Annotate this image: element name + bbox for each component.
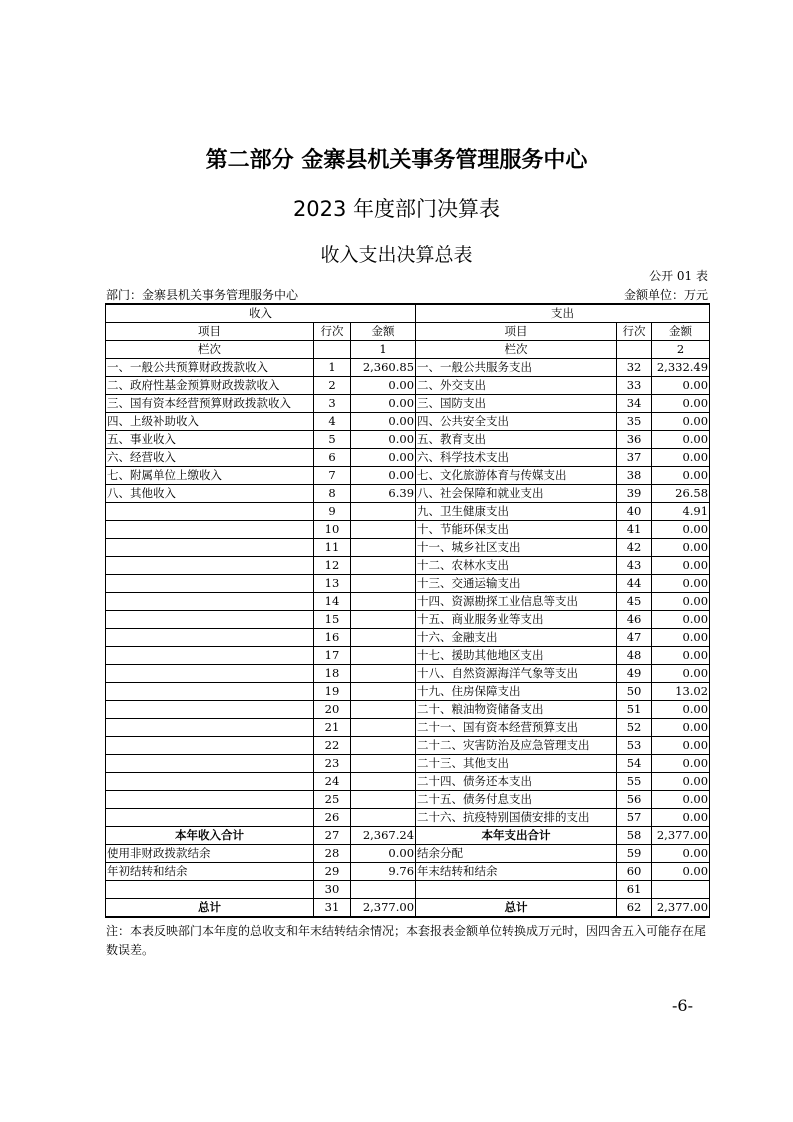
income-item-cell xyxy=(106,881,314,899)
income-item-cell xyxy=(106,773,314,791)
document-subtitle: 2023 年度部门决算表 xyxy=(292,197,501,221)
table-row xyxy=(106,485,710,503)
expense-row-number-cell: 48 xyxy=(617,647,652,665)
income-row-number-cell: 7 xyxy=(314,467,351,485)
income-amount-cell xyxy=(351,503,416,521)
income-amount-cell: 2,377.00 xyxy=(351,899,416,918)
expense-amount-cell xyxy=(652,881,710,899)
table-row xyxy=(106,467,710,485)
expense-row-number-cell: 40 xyxy=(617,503,652,521)
income-amount-cell xyxy=(351,647,416,665)
expense-row-number-cell: 49 xyxy=(617,665,652,683)
lanci-label-income: 栏次 xyxy=(106,341,314,359)
expense-row-number-cell: 61 xyxy=(617,881,652,899)
income-item-cell xyxy=(106,809,314,827)
income-row-number-cell: 16 xyxy=(314,629,351,647)
income-item-cell xyxy=(106,665,314,683)
expense-item-cell: 六、科学技术支出 xyxy=(416,449,617,467)
income-item-cell xyxy=(106,503,314,521)
income-item-cell xyxy=(106,647,314,665)
expense-row-number-cell: 44 xyxy=(617,575,652,593)
expense-row-number-cell: 50 xyxy=(617,683,652,701)
income-item-cell: 六、经营收入 xyxy=(106,449,314,467)
expense-amount-cell: 0.00 xyxy=(652,539,710,557)
expense-amount-cell: 13.02 xyxy=(652,683,710,701)
page-number: -6- xyxy=(672,996,693,1015)
expense-row-number-cell: 46 xyxy=(617,611,652,629)
table-row xyxy=(106,809,710,827)
income-row-number-cell: 29 xyxy=(314,863,351,881)
income-row-number-cell: 9 xyxy=(314,503,351,521)
unit-label: 金额单位：万元 xyxy=(623,288,708,302)
income-row-number-cell: 31 xyxy=(314,899,351,918)
income-item-cell: 五、事业收入 xyxy=(106,431,314,449)
expense-row-number-cell: 32 xyxy=(617,359,652,377)
income-row-number-cell: 8 xyxy=(314,485,351,503)
expense-item-cell: 十一、城乡社区支出 xyxy=(416,539,617,557)
table-row xyxy=(106,863,710,881)
expense-row-number-cell: 35 xyxy=(617,413,652,431)
col-header-expense-row: 行次 xyxy=(617,323,652,341)
expense-amount-cell: 0.00 xyxy=(652,863,710,881)
expense-row-number-cell: 52 xyxy=(617,719,652,737)
income-amount-cell xyxy=(351,773,416,791)
expense-row-number-cell: 33 xyxy=(617,377,652,395)
expense-row-number-cell: 56 xyxy=(617,791,652,809)
expense-item-cell: 五、教育支出 xyxy=(416,431,617,449)
expense-item-cell: 二、外交支出 xyxy=(416,377,617,395)
income-item-cell: 七、附属单位上缴收入 xyxy=(106,467,314,485)
expense-row-number-cell: 59 xyxy=(617,845,652,863)
income-amount-cell xyxy=(351,521,416,539)
income-item-cell: 总计 xyxy=(106,899,314,918)
income-item-cell: 三、国有资本经营预算财政拨款收入 xyxy=(106,395,314,413)
document-title: 第二部分 金寨县机关事务管理服务中心 xyxy=(205,148,588,173)
income-item-cell xyxy=(106,593,314,611)
expense-amount-cell: 0.00 xyxy=(652,611,710,629)
income-amount-cell xyxy=(351,629,416,647)
income-item-cell xyxy=(106,629,314,647)
expense-item-cell: 结余分配 xyxy=(416,845,617,863)
table-lanci-row xyxy=(106,341,710,359)
col-header-expense-item: 项目 xyxy=(416,323,617,341)
expense-row-number-cell: 34 xyxy=(617,395,652,413)
table-row xyxy=(106,737,710,755)
income-amount-cell xyxy=(351,719,416,737)
expense-row-number-cell: 62 xyxy=(617,899,652,918)
income-row-number-cell: 27 xyxy=(314,827,351,845)
table-row xyxy=(106,449,710,467)
income-row-number-cell: 6 xyxy=(314,449,351,467)
income-row-number-cell: 12 xyxy=(314,557,351,575)
expense-amount-cell: 0.00 xyxy=(652,719,710,737)
total-row xyxy=(106,899,710,918)
expense-amount-cell: 0.00 xyxy=(652,755,710,773)
income-amount-cell xyxy=(351,737,416,755)
income-amount-cell: 0.00 xyxy=(351,377,416,395)
income-amount-cell xyxy=(351,665,416,683)
expense-row-number-cell: 42 xyxy=(617,539,652,557)
income-item-cell xyxy=(106,719,314,737)
income-row-number-cell: 30 xyxy=(314,881,351,899)
income-item-cell xyxy=(106,521,314,539)
table-row xyxy=(106,881,710,899)
income-row-number-cell: 28 xyxy=(314,845,351,863)
expense-row-number-cell: 55 xyxy=(617,773,652,791)
expense-amount-cell: 2,377.00 xyxy=(652,899,710,918)
income-row-number-cell: 22 xyxy=(314,737,351,755)
income-row-number-cell: 10 xyxy=(314,521,351,539)
income-item-cell xyxy=(106,683,314,701)
expense-item-cell: 二十、粮油物资储备支出 xyxy=(416,701,617,719)
income-row-number-cell: 17 xyxy=(314,647,351,665)
expense-amount-cell: 0.00 xyxy=(652,647,710,665)
expense-row-number-cell: 57 xyxy=(617,809,652,827)
income-item-cell xyxy=(106,791,314,809)
income-amount-cell: 9.76 xyxy=(351,863,416,881)
table-row xyxy=(106,593,710,611)
income-item-cell: 二、政府性基金预算财政拨款收入 xyxy=(106,377,314,395)
income-row-number-cell: 18 xyxy=(314,665,351,683)
expense-amount-cell: 0.00 xyxy=(652,413,710,431)
expense-section-header: 支出 xyxy=(416,304,710,323)
expense-item-cell: 十六、金融支出 xyxy=(416,629,617,647)
table-row xyxy=(106,701,710,719)
expense-amount-cell: 0.00 xyxy=(652,809,710,827)
income-amount-cell xyxy=(351,539,416,557)
expense-row-number-cell: 47 xyxy=(617,629,652,647)
income-amount-cell: 2,367.24 xyxy=(351,827,416,845)
income-amount-cell xyxy=(351,791,416,809)
income-row-number-cell: 5 xyxy=(314,431,351,449)
expense-amount-cell: 0.00 xyxy=(652,629,710,647)
income-row-number-cell: 4 xyxy=(314,413,351,431)
income-row-number-cell: 11 xyxy=(314,539,351,557)
income-row-number-cell: 15 xyxy=(314,611,351,629)
expense-item-cell: 总计 xyxy=(416,899,617,918)
col-header-expense-amount: 金额 xyxy=(652,323,710,341)
income-row-number-cell: 26 xyxy=(314,809,351,827)
table-row xyxy=(106,359,710,377)
income-item-cell: 八、其他收入 xyxy=(106,485,314,503)
expense-item-cell: 九、卫生健康支出 xyxy=(416,503,617,521)
expense-amount-cell: 0.00 xyxy=(652,737,710,755)
department-label: 部门：金寨县机关事务管理服务中心 xyxy=(106,288,299,302)
income-amount-cell: 2,360.85 xyxy=(351,359,416,377)
expense-row-number-cell: 45 xyxy=(617,593,652,611)
expense-item-cell: 十九、住房保障支出 xyxy=(416,683,617,701)
income-amount-cell: 0.00 xyxy=(351,467,416,485)
expense-amount-cell: 0.00 xyxy=(652,701,710,719)
expense-amount-cell: 0.00 xyxy=(652,467,710,485)
expense-row-number-cell: 43 xyxy=(617,557,652,575)
table-row xyxy=(106,665,710,683)
table-row xyxy=(106,611,710,629)
income-item-cell xyxy=(106,539,314,557)
expense-amount-cell: 0.00 xyxy=(652,665,710,683)
income-row-number-cell: 2 xyxy=(314,377,351,395)
income-item-cell xyxy=(106,611,314,629)
income-amount-cell xyxy=(351,611,416,629)
expense-amount-cell: 0.00 xyxy=(652,449,710,467)
income-amount-cell xyxy=(351,701,416,719)
form-number: 公开 01 表 xyxy=(649,269,708,283)
income-item-cell xyxy=(106,755,314,773)
table-row xyxy=(106,521,710,539)
table-row xyxy=(106,629,710,647)
expense-item-cell: 年末结转和结余 xyxy=(416,863,617,881)
income-amount-cell xyxy=(351,683,416,701)
expense-item-cell xyxy=(416,881,617,899)
table-row xyxy=(106,755,710,773)
lanci-empty-cell xyxy=(314,341,351,359)
lanci-empty-cell xyxy=(617,341,652,359)
lanci-income-number: 1 xyxy=(351,341,416,359)
table-row xyxy=(106,845,710,863)
col-header-income-amount: 金额 xyxy=(351,323,416,341)
income-item-cell: 四、上级补助收入 xyxy=(106,413,314,431)
income-amount-cell xyxy=(351,593,416,611)
income-row-number-cell: 1 xyxy=(314,359,351,377)
col-header-income-item: 项目 xyxy=(106,323,314,341)
expense-amount-cell: 2,377.00 xyxy=(652,827,710,845)
income-row-number-cell: 3 xyxy=(314,395,351,413)
expense-row-number-cell: 60 xyxy=(617,863,652,881)
table-row xyxy=(106,647,710,665)
expense-amount-cell: 0.00 xyxy=(652,773,710,791)
income-amount-cell: 6.39 xyxy=(351,485,416,503)
expense-item-cell: 二十五、债务付息支出 xyxy=(416,791,617,809)
expense-item-cell: 一、一般公共服务支出 xyxy=(416,359,617,377)
expense-item-cell: 十二、农林水支出 xyxy=(416,557,617,575)
income-amount-cell xyxy=(351,809,416,827)
expense-row-number-cell: 53 xyxy=(617,737,652,755)
expense-amount-cell: 4.91 xyxy=(652,503,710,521)
income-row-number-cell: 19 xyxy=(314,683,351,701)
expense-amount-cell: 0.00 xyxy=(652,431,710,449)
income-item-cell xyxy=(106,737,314,755)
col-header-income-row: 行次 xyxy=(314,323,351,341)
income-row-number-cell: 24 xyxy=(314,773,351,791)
table-row xyxy=(106,413,710,431)
expense-item-cell: 本年支出合计 xyxy=(416,827,617,845)
table-row xyxy=(106,431,710,449)
table-column-header-row xyxy=(106,323,710,341)
expense-row-number-cell: 36 xyxy=(617,431,652,449)
income-item-cell xyxy=(106,557,314,575)
income-row-number-cell: 21 xyxy=(314,719,351,737)
expense-item-cell: 二十四、债务还本支出 xyxy=(416,773,617,791)
income-amount-cell: 0.00 xyxy=(351,845,416,863)
table-row xyxy=(106,539,710,557)
expense-item-cell: 十三、交通运输支出 xyxy=(416,575,617,593)
income-amount-cell xyxy=(351,557,416,575)
income-row-number-cell: 14 xyxy=(314,593,351,611)
expense-row-number-cell: 41 xyxy=(617,521,652,539)
table-row xyxy=(106,503,710,521)
expense-amount-cell: 0.00 xyxy=(652,395,710,413)
expense-item-cell: 八、社会保障和就业支出 xyxy=(416,485,617,503)
expense-row-number-cell: 38 xyxy=(617,467,652,485)
income-item-cell xyxy=(106,575,314,593)
expense-item-cell: 三、国防支出 xyxy=(416,395,617,413)
table-row xyxy=(106,719,710,737)
table-row xyxy=(106,773,710,791)
income-amount-cell: 0.00 xyxy=(351,395,416,413)
expense-row-number-cell: 58 xyxy=(617,827,652,845)
income-section-header: 收入 xyxy=(106,304,416,323)
expense-amount-cell: 0.00 xyxy=(652,845,710,863)
subtotal-row xyxy=(106,827,710,845)
income-item-cell xyxy=(106,701,314,719)
income-item-cell: 一、一般公共预算财政拨款收入 xyxy=(106,359,314,377)
income-row-number-cell: 23 xyxy=(314,755,351,773)
expense-amount-cell: 0.00 xyxy=(652,593,710,611)
expense-item-cell: 十八、自然资源海洋气象等支出 xyxy=(416,665,617,683)
expense-amount-cell: 26.58 xyxy=(652,485,710,503)
expense-row-number-cell: 39 xyxy=(617,485,652,503)
table-row xyxy=(106,395,710,413)
expense-amount-cell: 0.00 xyxy=(652,575,710,593)
expense-amount-cell: 0.00 xyxy=(652,377,710,395)
expense-item-cell: 二十三、其他支出 xyxy=(416,755,617,773)
expense-item-cell: 十七、援助其他地区支出 xyxy=(416,647,617,665)
expense-item-cell: 十五、商业服务业等支出 xyxy=(416,611,617,629)
table-row xyxy=(106,377,710,395)
table-row xyxy=(106,683,710,701)
income-amount-cell xyxy=(351,755,416,773)
expense-row-number-cell: 54 xyxy=(617,755,652,773)
lanci-label-expense: 栏次 xyxy=(416,341,617,359)
expense-item-cell: 十四、资源勘探工业信息等支出 xyxy=(416,593,617,611)
expense-amount-cell: 0.00 xyxy=(652,557,710,575)
table-row xyxy=(106,575,710,593)
table-section-header-row xyxy=(106,304,710,323)
expense-item-cell: 二十一、国有资本经营预算支出 xyxy=(416,719,617,737)
income-row-number-cell: 20 xyxy=(314,701,351,719)
expense-item-cell: 四、公共安全支出 xyxy=(416,413,617,431)
expense-item-cell: 十、节能环保支出 xyxy=(416,521,617,539)
expense-row-number-cell: 37 xyxy=(617,449,652,467)
expense-item-cell: 二十二、灾害防治及应急管理支出 xyxy=(416,737,617,755)
income-item-cell: 年初结转和结余 xyxy=(106,863,314,881)
income-amount-cell: 0.00 xyxy=(351,413,416,431)
income-amount-cell: 0.00 xyxy=(351,431,416,449)
table-row xyxy=(106,791,710,809)
income-row-number-cell: 25 xyxy=(314,791,351,809)
income-row-number-cell: 13 xyxy=(314,575,351,593)
expense-amount-cell: 0.00 xyxy=(652,791,710,809)
income-item-cell: 本年收入合计 xyxy=(106,827,314,845)
income-amount-cell xyxy=(351,881,416,899)
expense-item-cell: 七、文化旅游体育与传媒支出 xyxy=(416,467,617,485)
table-title: 收入支出决算总表 xyxy=(320,244,473,266)
table-row xyxy=(106,557,710,575)
expense-row-number-cell: 51 xyxy=(617,701,652,719)
expense-amount-cell: 0.00 xyxy=(652,521,710,539)
income-amount-cell: 0.00 xyxy=(351,449,416,467)
footnote: 注：本表反映部门本年度的总收支和年末结转结余情况；本套报表金额单位转换成万元时，因四舍五入可能存在尾数误差。 xyxy=(106,924,707,957)
income-amount-cell xyxy=(351,575,416,593)
income-expense-table xyxy=(105,303,710,918)
expense-item-cell: 二十六、抗疫特别国债安排的支出 xyxy=(416,809,617,827)
income-item-cell: 使用非财政拨款结余 xyxy=(106,845,314,863)
expense-amount-cell: 2,332.49 xyxy=(652,359,710,377)
lanci-expense-number: 2 xyxy=(652,341,710,359)
